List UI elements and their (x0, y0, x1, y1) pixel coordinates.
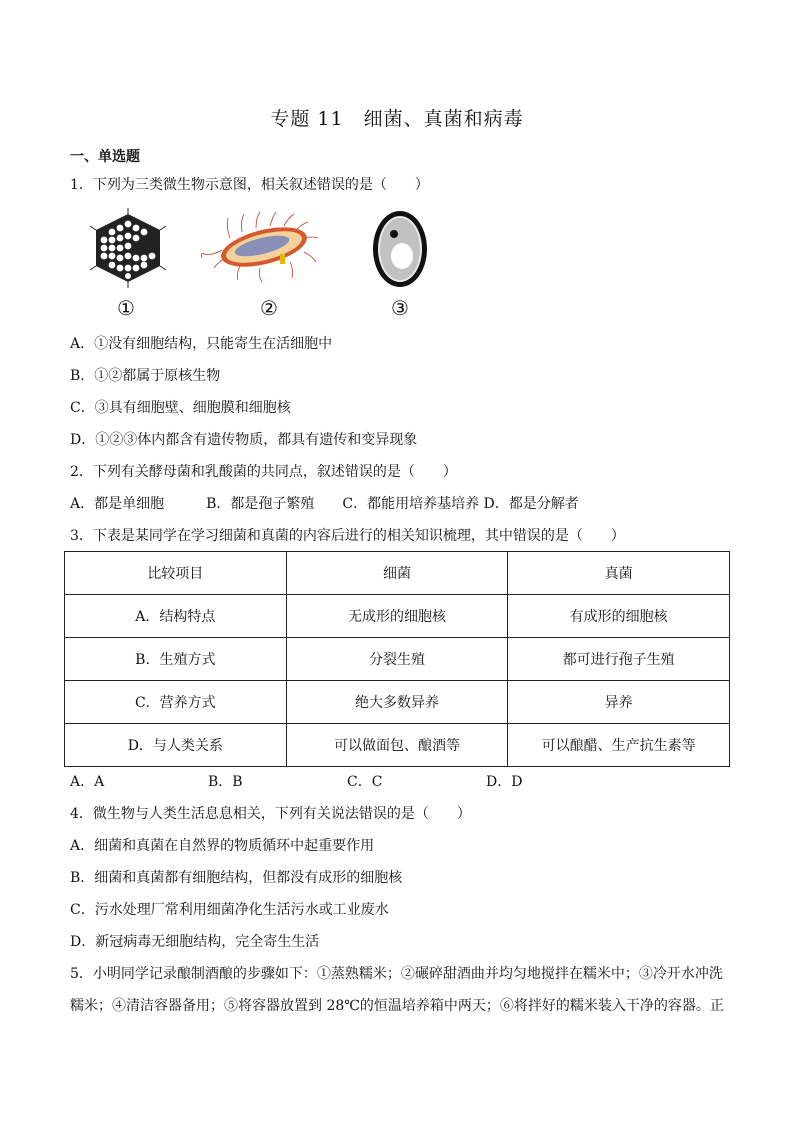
table-cell: B．生殖方式 (65, 638, 287, 681)
table-cell: 都可进行孢子生殖 (508, 638, 730, 681)
q4-option-b: B．细菌和真菌都有细胞结构，但都没有成形的细胞核 (70, 870, 403, 886)
table-cell: D．与人类关系 (65, 724, 287, 767)
q5-line-2: 糯米；④清洁容器备用；⑤将容器放置到 28℃的恒温培养箱中两天；⑥将拌好的糯米装入干净的容器。正 (70, 998, 724, 1014)
comparison-table (64, 551, 730, 767)
figure-label-3: ③ (391, 296, 409, 320)
table-cell: 分裂生殖 (286, 638, 508, 681)
figure-label-2: ② (260, 296, 278, 320)
page-title: 专题 11 细菌、真菌和病毒 (270, 108, 524, 130)
table-cell: 异养 (508, 681, 730, 724)
q1-option-c: C．③具有细胞壁、细胞膜和细胞核 (70, 400, 291, 416)
table-row (65, 638, 730, 681)
table-cell: A．结构特点 (65, 595, 287, 638)
q3-option-b: B．B (208, 774, 243, 790)
table-header-cell: 真菌 (508, 552, 730, 595)
yeast-figure (370, 208, 430, 290)
table-header-row (65, 552, 730, 595)
table-cell: 有成形的细胞核 (508, 595, 730, 638)
q4-option-c: C．污水处理厂常利用细菌净化生活污水或工业废水 (70, 902, 389, 918)
q1-option-a: A．①没有细胞结构，只能寄生在活细胞中 (70, 336, 333, 352)
q1-option-d: D．①②③体内都含有遗传物质，都具有遗传和变异现象 (70, 432, 418, 448)
table-cell: 无成形的细胞核 (286, 595, 508, 638)
q2-options: A．都是单细胞 B．都是孢子繁殖 C．都能用培养基培养 D．都是分解者 (70, 496, 579, 512)
table-header-cell: 细菌 (286, 552, 508, 595)
figure-label-1: ① (117, 296, 135, 320)
table-cell: 可以酿醋、生产抗生素等 (508, 724, 730, 767)
table-cell: 绝大多数异养 (286, 681, 508, 724)
q4-option-d: D．新冠病毒无细胞结构，完全寄生生活 (70, 934, 320, 950)
table-header-cell: 比较项目 (65, 552, 287, 595)
q2-stem: 2．下列有关酵母菌和乳酸菌的共同点，叙述错误的是（ ） (70, 464, 457, 480)
q3-option-d: D．D (486, 774, 523, 790)
table-row (65, 724, 730, 767)
q3-stem: 3．下表是某同学在学习细菌和真菌的内容后进行的相关知识梳理，其中错误的是（ ） (70, 528, 625, 544)
q3-option-a: A．A (70, 774, 105, 790)
q4-stem: 4．微生物与人类生活息息相关，下列有关说法错误的是（ ） (70, 806, 471, 822)
q5-line-1: 5．小明同学记录酿制酒酿的步骤如下：①蒸熟糯米；②碾碎甜酒曲并均匀地搅拌在糯米中；③冷开水冲洗 (70, 966, 723, 982)
q4-option-a: A．细菌和真菌在自然界的物质循环中起重要作用 (70, 838, 375, 854)
table-cell: C．营养方式 (65, 681, 287, 724)
q1-option-b: B．①②都属于原核生物 (70, 368, 221, 384)
q3-option-c: C．C (347, 774, 383, 790)
q1-stem: 1．下列为三类微生物示意图，相关叙述错误的是（ ） (70, 177, 429, 193)
table-row (65, 681, 730, 724)
table-cell: 可以做面包、酿酒等 (286, 724, 508, 767)
table-row (65, 595, 730, 638)
virus-figure (82, 208, 174, 288)
bacterium-figure (200, 210, 330, 286)
section-heading: 一、单选题 (70, 149, 140, 165)
